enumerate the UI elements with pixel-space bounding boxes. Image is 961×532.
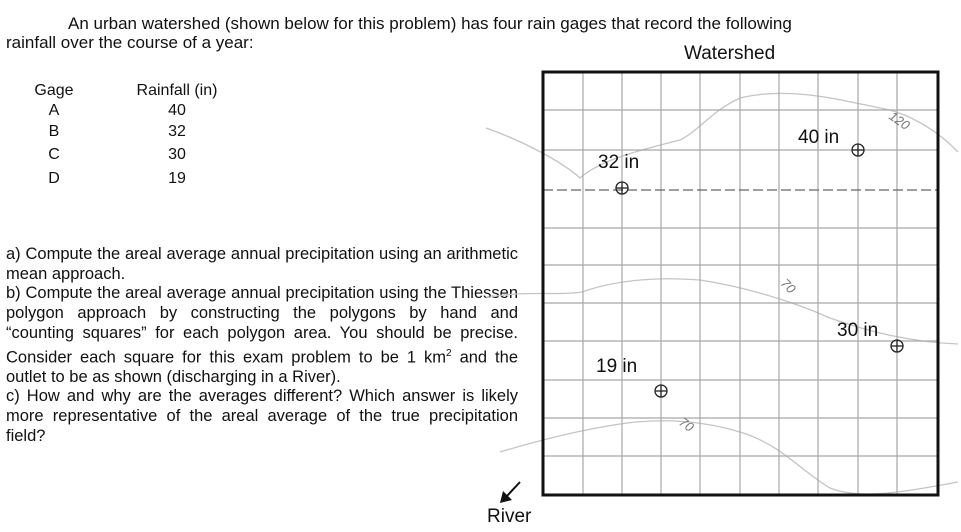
question-b-text: b) Compute the areal average annual precipitation using the Thiessen polygon approach by constructing the polygons by hand and “counting squares” for each polygon area. You should be precise. Consider each square for this exam problem to be 1 km bbox=[6, 284, 518, 367]
table-rainfall-cell: 30 bbox=[168, 146, 186, 163]
gage-label: 32 in bbox=[598, 152, 640, 173]
gage-label: 19 in bbox=[596, 356, 638, 377]
contour-label: 70 bbox=[676, 414, 697, 435]
gage-label: 40 in bbox=[798, 127, 840, 148]
table-gage-cell: C bbox=[48, 146, 60, 163]
table-rainfall-cell: 40 bbox=[168, 102, 186, 119]
table-rainfall-cell: 32 bbox=[168, 123, 186, 140]
gage-marker bbox=[616, 182, 628, 194]
gage-marker bbox=[891, 340, 903, 352]
table-gage-cell: D bbox=[48, 170, 60, 187]
question-b-superscript: 2 bbox=[446, 347, 452, 359]
table-header-rainfall: Rainfall (in) bbox=[136, 82, 218, 99]
table-rainfall-cell: 19 bbox=[168, 170, 186, 187]
table-gage-cell: B bbox=[48, 123, 60, 140]
contour-label: 120 bbox=[886, 108, 913, 133]
river-label: River bbox=[487, 506, 532, 527]
contour-lower bbox=[500, 421, 958, 494]
contour-upper bbox=[486, 93, 958, 178]
watershed-title: Watershed bbox=[684, 43, 776, 64]
gage-label: 30 in bbox=[837, 320, 879, 341]
grid bbox=[543, 72, 938, 495]
question-a: a) Compute the areal average annual precipitation using an arithmetic mean approach. bbox=[6, 245, 518, 283]
outlet-arrow bbox=[500, 482, 520, 503]
contour-middle bbox=[486, 279, 958, 344]
question-b-text-end: and the outlet to be as shown (discharging in a River). bbox=[6, 348, 518, 386]
gage-marker bbox=[852, 144, 864, 156]
contour-labels bbox=[676, 108, 913, 435]
gage-labels bbox=[596, 127, 878, 377]
contour-label: 70 bbox=[777, 275, 799, 297]
gage-markers bbox=[616, 144, 903, 397]
table-gage-cell: A bbox=[48, 102, 60, 119]
contour-lines bbox=[486, 93, 958, 494]
intro-line-1: An urban watershed (shown below for this problem) has four rain gages that record the following bbox=[68, 14, 792, 33]
table-header-gage: Gage bbox=[34, 82, 74, 99]
gage-marker bbox=[655, 385, 667, 397]
intro-line-2: rainfall over the course of a year: bbox=[6, 33, 254, 52]
question-c: c) How and why are the averages different? Which answer is likely more representative of the areal average of the true precipitation field? bbox=[6, 387, 518, 445]
